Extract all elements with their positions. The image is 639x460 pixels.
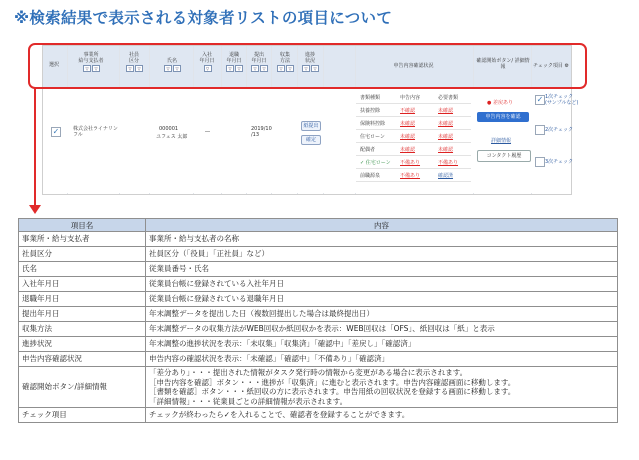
list-item [356, 104, 471, 117]
sort-desc-icon[interactable]: ▽ [260, 65, 268, 72]
employee-number: 000001 [159, 126, 179, 132]
sort-asc-icon[interactable]: ▽ [164, 65, 172, 72]
office-name: 株式会社ライナリン フル [73, 126, 118, 138]
item-name: 入社年月日 [19, 277, 146, 292]
check-item-3-checkbox[interactable] [535, 157, 545, 167]
status-link[interactable]: 未確認 [438, 147, 454, 153]
confirm-button[interactable]: 確定 [301, 135, 321, 145]
item-name: 社員区分 [19, 247, 146, 262]
doc-type: ✓ 住宅ローン [360, 160, 391, 166]
status-link[interactable]: 未確認 [438, 108, 454, 114]
item-name: チェック項目 [19, 408, 146, 423]
item-name: 収集方法 [19, 322, 146, 337]
item-content: 年末調整データの収集方法がWEB回収か紙回収かを表示：WEB回収は「OFS」、紙回収は「紙」と表示 [146, 322, 618, 337]
sort-desc-icon[interactable]: ▽ [135, 65, 143, 72]
item-name: 申告内容確認状況 [19, 352, 146, 367]
sort-desc-icon[interactable]: ▽ [173, 65, 181, 72]
check-item-1-label: 1次チェック (サンプルなど) [545, 94, 579, 106]
status-link[interactable]: 不備あり [400, 160, 421, 166]
item-content: 「差分あり」・・・提出された情報がタスク発行時の情報から変更がある場合に表示されます。 ［申告内容を確認］ボタン・・・進捗が「収集済」に進むと表示されます。申告内容確認画面に移動します。 ［書類を確認］ボタン・・・紙回収の方に表示されます。申告用紙の回収状況を登録する画面に移動します。 「詳細情報」・・・従業員ごとの詳細情報が表示されます。 [146, 367, 618, 408]
status-link[interactable]: 不確認 [400, 108, 416, 114]
arrow-down-icon [29, 205, 41, 214]
table-row [19, 232, 618, 247]
table-row [19, 292, 618, 307]
item-content: 従業員番号・氏名 [146, 262, 618, 277]
status-link[interactable]: 不備あり [400, 173, 421, 179]
item-content: 事業所・給与支払者の名称 [146, 232, 618, 247]
check-item-2-checkbox[interactable] [535, 125, 545, 135]
item-content: 従業員台帳に登録されている入社年月日 [146, 277, 618, 292]
status-link[interactable]: 未確認 [400, 147, 416, 153]
arrow-line [34, 87, 36, 207]
sort-desc-icon[interactable]: ▽ [311, 65, 319, 72]
item-name: 確認開始ボタン/詳細情報 [19, 367, 146, 408]
check-item-3-label: 3次チェック [545, 159, 574, 165]
item-description-table [18, 218, 618, 423]
employee-name: ユフェス 太郎 [156, 134, 188, 140]
status-link[interactable]: 未確認 [438, 121, 454, 127]
item-content: 社員区分（「役員」「正社員」など） [146, 247, 618, 262]
doc-type: 配偶者 [360, 147, 376, 153]
sort-asc-icon[interactable]: ▽ [226, 65, 234, 72]
contact-history-button[interactable]: コンタクト履歴 [477, 150, 531, 162]
doc-type: 扶養控除 [360, 108, 381, 114]
item-content: 年末調整の進捗状況を表示：「未収集」「収集済」「確認中」「差戻し」「確認済」 [146, 337, 618, 352]
status-link[interactable]: 未確認 [400, 134, 416, 140]
subtable-header [356, 91, 471, 104]
status-link[interactable]: 確認済 [438, 173, 454, 179]
sort-desc-icon[interactable]: ▽ [286, 65, 294, 72]
sort-asc-icon[interactable]: ▽ [83, 65, 91, 72]
list-item [356, 169, 471, 182]
sort-desc-icon[interactable]: ▽ [92, 65, 100, 72]
table-row [19, 352, 618, 367]
page-title: ※検索結果で表示される対象者リストの項目について [14, 9, 393, 27]
item-name: 提出年月日 [19, 307, 146, 322]
sort-desc-icon[interactable]: ▽ [235, 65, 243, 72]
status-link[interactable]: 未確認 [400, 121, 416, 127]
list-item [356, 143, 471, 156]
sort-asc-icon[interactable]: ▽ [302, 65, 310, 72]
col-leave-label: 退職 年月日 [226, 52, 242, 64]
confirm-status-table [356, 91, 471, 191]
item-name: 氏名 [19, 262, 146, 277]
item-name: 事業所・給与支払者 [19, 232, 146, 247]
item-content: 従業員台帳に登録されている退職年月日 [146, 292, 618, 307]
join-date: ― [205, 129, 210, 135]
item-name: 進捗状況 [19, 337, 146, 352]
sort-asc-icon[interactable]: ▽ [251, 65, 259, 72]
col-name-label: 氏名 [166, 58, 177, 64]
select-checkbox[interactable]: ✓ [52, 127, 60, 136]
table-row [19, 307, 618, 322]
item-content: 申告内容の確認状況を表示：「未確認」「確認中」「不備あり」「確認済」 [146, 352, 618, 367]
list-item [356, 156, 471, 169]
table-row [19, 247, 618, 262]
header-item-name: 項目名 [19, 219, 146, 232]
check-item-1-checkbox[interactable]: ✓ [536, 95, 544, 104]
list-item [356, 130, 471, 143]
subtable-header-cell: 必要書類 [438, 95, 459, 101]
item-content: チェックが終わったら✓を入れることで、確認者を登録することができます。 [146, 408, 618, 423]
table-header-row [19, 219, 618, 232]
subtable-header-cell: 書類種類 [360, 95, 381, 101]
status-link[interactable]: 不備あり [438, 160, 459, 166]
col-confirm-button: 確認開始ボタン/ 詳細情報 [476, 58, 530, 70]
submit-date: 2019/10 /13 [251, 126, 272, 138]
table-row [19, 262, 618, 277]
diff-alert-badge: ● 差戻あり [487, 100, 513, 106]
highlight-frame [28, 43, 587, 89]
sort-asc-icon[interactable]: ▽ [126, 65, 134, 72]
col-check-label: チェック項目 [533, 63, 563, 69]
paper-submit-button[interactable]: 紙提出 [301, 121, 321, 131]
table-row [19, 408, 618, 423]
table-row [19, 337, 618, 352]
gear-icon[interactable]: ⚙ [564, 63, 569, 69]
status-link[interactable]: 未確認 [438, 134, 454, 140]
sort-asc-icon[interactable]: ▽ [204, 65, 212, 72]
sort-asc-icon[interactable]: ▽ [277, 65, 285, 72]
doc-type: 前職源泉 [360, 173, 381, 179]
table-row [19, 367, 618, 408]
col-submit-label: 提出 年月日 [251, 52, 267, 64]
col-progress-label: 進捗 状況 [304, 52, 315, 64]
col-class-label: 社員 区分 [128, 52, 139, 64]
col-confirm-status: 申告内容確認状況 [393, 63, 434, 69]
doc-type: 住宅ローン [360, 134, 385, 140]
item-name: 退職年月日 [19, 292, 146, 307]
col-join-label: 入社 年月日 [199, 52, 215, 64]
table-row [19, 277, 618, 292]
list-item [356, 117, 471, 130]
detail-link[interactable]: 詳細情報 [491, 138, 512, 144]
col-select: 選択 [49, 62, 60, 68]
confirm-declaration-button[interactable]: 申告内容を確認 [477, 112, 529, 122]
doc-type: 保険料控除 [360, 121, 386, 127]
item-content: 年末調整データを提出した日（複数回提出した場合は最終提出日） [146, 307, 618, 322]
col-collect-label: 収集 方法 [279, 52, 290, 64]
subtable-header-cell: 申告内容 [400, 95, 421, 101]
table-row [19, 322, 618, 337]
header-content: 内容 [146, 219, 618, 232]
check-item-2-label: 2次チェック [545, 127, 574, 133]
col-office-label: 事業所 給与支払者 [78, 52, 104, 64]
